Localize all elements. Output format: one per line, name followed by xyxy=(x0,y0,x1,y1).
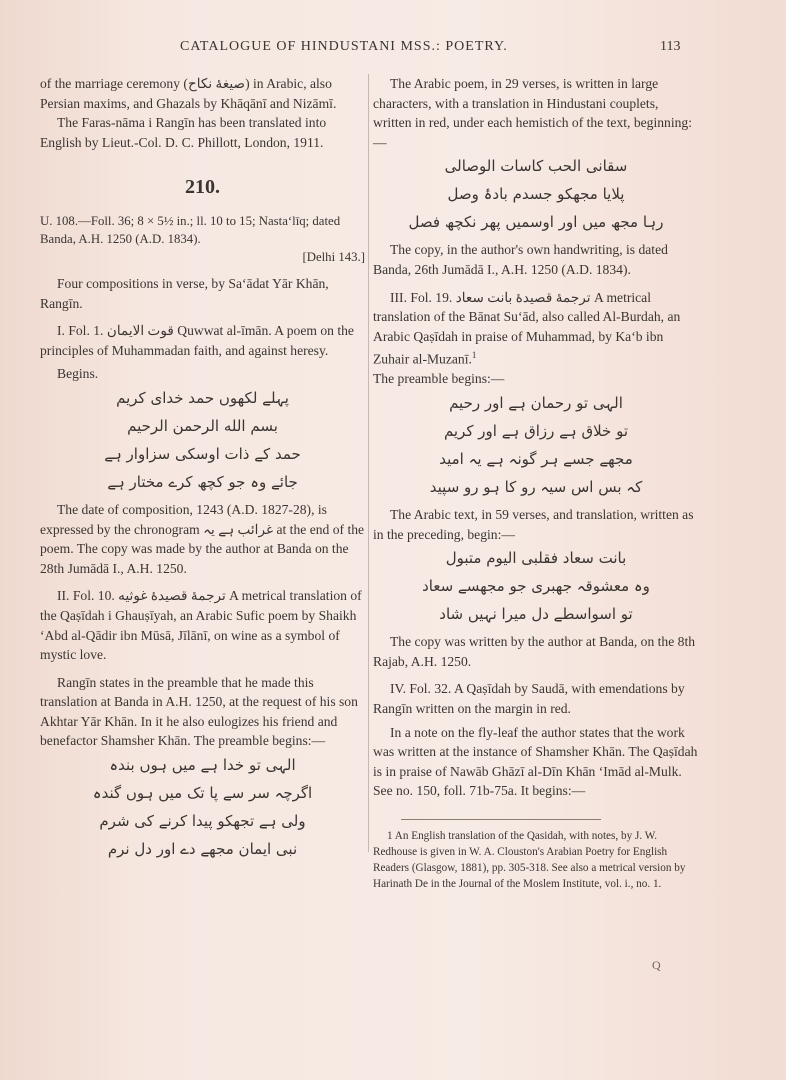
verse-block-2 xyxy=(40,751,365,863)
left-paragraph-6: II. Fol. 10. ترجمهٔ قصیدهٔ غوثیه A metrical translation of the Qaṣīdah i Ghauṣīyah, an Arabic Sufic poem by Shaikh ‘Abd al-Qādir ibn Mūsā, Jīlānī, on wine as a symbol of mystic love. xyxy=(40,588,362,663)
verse-line: حمد کے ذات اوسکی سزاوار ہے xyxy=(104,444,301,463)
verse-block-3 xyxy=(373,152,699,236)
begins-label: Begins. xyxy=(57,366,99,382)
verse-line: کہ بس اس سیہ رو کا ہو رو سپید xyxy=(429,478,643,497)
shelfmark: [Delhi 143.] xyxy=(302,249,365,264)
preamble-label: The preamble begins:— xyxy=(373,371,505,387)
verse-line: پہلے لکھوں حمد خدای کریم xyxy=(116,388,289,407)
right-paragraph-1: The Arabic poem, in 29 verses, is written in large characters, with a translation in Hindustani couplets, written in red, under each hemistich of the text, beginning:— xyxy=(373,76,692,150)
verse-line: جائے وہ جو کچھ کرے مختار ہے xyxy=(107,472,298,491)
verse-line: وہ معشوقہ جھبری جو مجھسے سعاد xyxy=(422,577,650,596)
verse-line: ولی ہے تجھکو پیدا کرنے کی شرم xyxy=(99,812,306,831)
verse-line: تو اسواسطے دل میرا نہیں شاد xyxy=(439,605,633,624)
left-paragraph-2: The Faras-nāma i Rangīn has been translated into English by Lieut.-Col. D. C. Phillott, London, 1911. xyxy=(40,115,327,150)
right-column xyxy=(373,74,699,892)
footnote-rule xyxy=(401,819,601,820)
verse-block-4 xyxy=(373,389,699,501)
verse-line: نبی ایمان مجھے دے اور دل نرم xyxy=(107,840,298,859)
right-paragraph-6: IV. Fol. 32. A Qaṣīdah by Saudā, with emendations by Rangīn written on the margin in red. xyxy=(373,681,685,717)
left-paragraph-4: I. Fol. 1. قوت الایمان Quwwat al-īmān. A poem on the principles of Muhammadan faith, and against heresy. xyxy=(40,323,354,358)
verse-block-5 xyxy=(373,544,699,628)
page-number: 113 xyxy=(660,39,681,54)
right-paragraph-7: In a note on the fly-leaf the author states that the work was written at the instance of Shamsher Khān. The Qaṣīdah is in praise of Nawāb Ghāzī al-Dīn Khān ‘Imād al-Mulk. See no. 150, foll. 71b-75a. It begins:— xyxy=(373,724,698,799)
entry-metadata: U. 108.—Foll. 36; 8 × 5½ in.; ll. 10 to 15; Nasta‘līq; dated Banda, A.H. 1250 (A.D. 1834). xyxy=(40,213,341,246)
verse-line: رہا مجھ میں اور اوسمیں پھر نکچھ فصل xyxy=(408,213,664,232)
right-paragraph-4: The Arabic text, in 59 verses, and translation, written as in the preceding, begin:— xyxy=(373,507,694,542)
right-paragraph-5: The copy was written by the author at Banda, on the 8th Rajab, A.H. 1250. xyxy=(373,634,696,669)
running-head: CATALOGUE OF HINDUSTANI MSS.: POETRY. xyxy=(180,39,508,54)
verse-line: الہی تو رحمان ہے اور رحیم xyxy=(449,394,623,413)
verse-line: بسم الله الرحمن الرحيم xyxy=(127,416,278,435)
left-paragraph-5: The date of composition, 1243 (A.D. 1827-28), is expressed by the chronogram غرائب ہے یہ at the end of the poem. The copy was made by the author at Banda on the 28th Jumādā I., A.H. 1250. xyxy=(40,501,365,576)
footnote: 1 An English translation of the Qasidah, with notes, by J. W. Redhouse is given in W. A. Clouston's Arabian Poetry for English Readers (Glasgow, 1881), pp. 305-318. See also a metrical version by Harinath De in the Journal of the Moslem Institute, vol. i., no. 1. xyxy=(373,830,686,890)
verse-line: بانت سعاد فقلبی الیوم متبول xyxy=(445,549,627,568)
left-paragraph-3: Four compositions in verse, by Sa‘ādat Yār Khān, Rangīn. xyxy=(40,275,329,311)
left-paragraph-1: of the marriage ceremony (صیغهٔ نکاح) in Arabic, also Persian maxims, and Ghazals by Khāqānī and Nizāmī. xyxy=(40,76,337,111)
left-paragraph-7: Rangīn states in the preamble that he made this translation at Banda in A.H. 1250, at the request of his son Akhtar Yār Khān. In it he also eulogizes his friend and benefactor Shamsher Khān. The preamble begins:— xyxy=(40,674,358,749)
left-column xyxy=(40,74,365,863)
verse-line: مجھے جسے ہر گونہ ہے یہ امید xyxy=(439,450,633,469)
signature-mark: Q xyxy=(652,958,661,972)
verse-line: تو خلاق ہے رزاق ہے اور کریم xyxy=(443,422,629,441)
verse-line: سقانی الحب کاسات الوصالی xyxy=(444,157,628,176)
column-divider xyxy=(368,74,369,852)
verse-line: الہی تو خدا ہے میں ہوں بندہ xyxy=(109,756,296,775)
right-paragraph-2: The copy, in the author's own handwriting, is dated Banda, 26th Jumādā I., A.H. 1250 (A.D. 1834). xyxy=(373,242,668,277)
entry-number: 210. xyxy=(185,176,220,199)
verse-block-1 xyxy=(40,384,365,496)
right-paragraph-3 xyxy=(373,288,699,370)
verse-line: اگرچہ سر سے پا تک میں ہوں گندہ xyxy=(92,784,313,803)
section-iii-text: III. Fol. 19. ترجمهٔ قصیدهٔ بانت سعاد A metrical translation of the Bānat Su‘ād, also called Al-Burdah, an Arabic Qaṣīdah in praise of Muhammad, by Ka‘b ibn Zuhair al-Muzanī. xyxy=(373,289,681,367)
footnote-marker: 1 xyxy=(471,350,477,361)
verse-line: پلایا مجھکو جسدم بادۂ وصل xyxy=(447,185,625,204)
